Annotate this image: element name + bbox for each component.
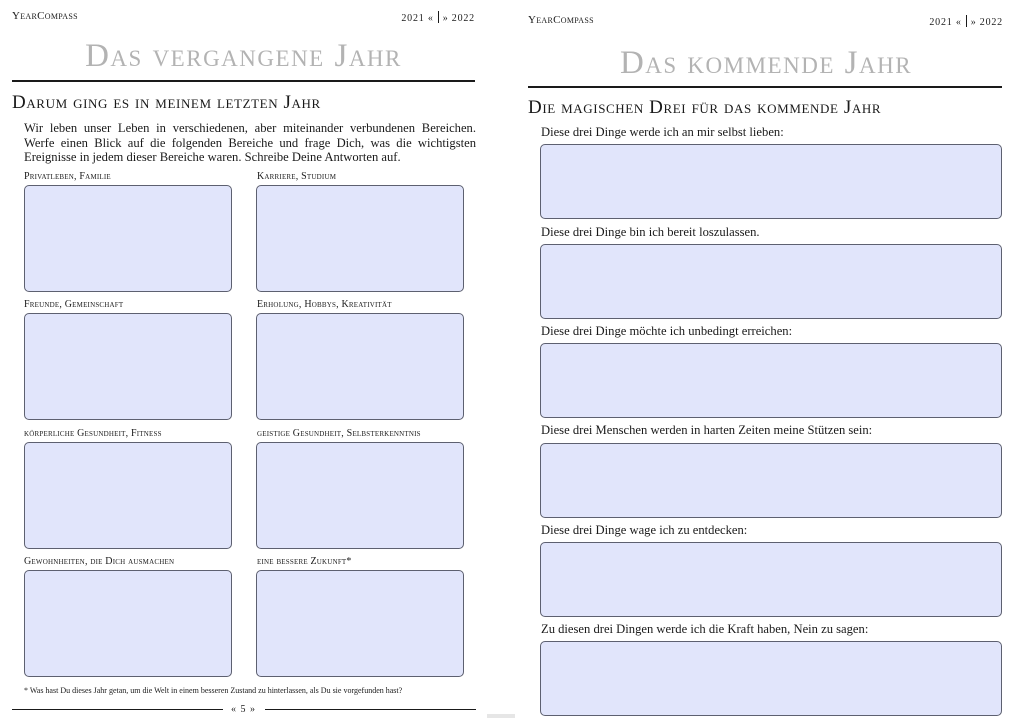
prompt-let-go: Diese drei Dinge bin ich bereit loszulassen.	[541, 225, 760, 239]
footnote: * Was hast Du dieses Jahr getan, um die Welt in einem besseren Zustand zu hinterlassen, als Du sie vorgefunden hast?	[24, 686, 403, 695]
intro-text: Wir leben unser Leben in verschiedenen, aber miteinander verbundenen Bereichen. Werfe einen Blick auf die folgenden Bereiche und frage Dich, was die wichtigsten Ereignisse in jedem dieser Bereiche waren. Schreibe Deine Antworten auf.	[24, 121, 476, 164]
brand-logo-text: YearCompass	[528, 14, 594, 26]
category-label-hobbies: Erholung, Hobbys, Kreativität	[257, 299, 392, 310]
answer-box-discover[interactable]	[540, 542, 1002, 617]
answer-box-say-no[interactable]	[540, 641, 1002, 716]
page-number: « 5 »	[231, 704, 256, 715]
left-page	[0, 0, 487, 718]
prompt-say-no: Zu diesen drei Dingen werde ich die Kraft haben, Nein zu sagen:	[541, 622, 869, 636]
category-label-family: Privatleben, Familie	[24, 171, 111, 182]
answer-box-mental-health[interactable]	[256, 442, 464, 549]
footer-rule-left	[12, 709, 223, 710]
year-range	[929, 15, 1003, 28]
category-label-mental-health: geistige Gesundheit, Selbsterkenntnis	[257, 428, 421, 439]
answer-box-habits[interactable]	[24, 570, 232, 677]
category-label-physical-health: körperliche Gesundheit, Fitness	[24, 428, 162, 439]
answer-box-career[interactable]	[256, 185, 464, 292]
page-title: Das kommende Jahr	[619, 45, 913, 81]
category-label-friends: Freunde, Gemeinschaft	[24, 299, 124, 310]
title-rule	[528, 86, 1002, 88]
prompt-discover: Diese drei Dinge wage ich zu entdecken:	[541, 523, 748, 537]
answer-box-love-myself[interactable]	[540, 144, 1002, 219]
brand-logo-text: YearCompass	[12, 10, 78, 22]
category-label-habits: Gewohnheiten, die Dich ausmachen	[24, 556, 175, 567]
prompt-achieve: Diese drei Dinge möchte ich unbedingt erreichen:	[541, 324, 793, 338]
answer-box-better-future[interactable]	[256, 570, 464, 677]
gutter-bar	[487, 714, 515, 718]
page-gutter	[487, 0, 515, 718]
answer-box-family[interactable]	[24, 185, 232, 292]
page-title: Das vergangene Jahr	[85, 38, 402, 74]
prompt-supporters: Diese drei Menschen werden in harten Zeiten meine Stützen sein:	[541, 423, 873, 437]
answer-box-friends[interactable]	[24, 313, 232, 420]
year-to: » 2022	[442, 13, 475, 24]
year-from: 2021 «	[401, 13, 434, 24]
category-label-better-future: eine bessere Zukunft*	[257, 556, 352, 567]
year-divider	[438, 11, 439, 23]
year-divider	[966, 15, 967, 27]
year-from: 2021 «	[929, 17, 962, 28]
year-range	[401, 11, 475, 24]
section-heading: Darum ging es in meinem letzten Jahr	[12, 92, 321, 113]
year-to: » 2022	[970, 17, 1003, 28]
answer-box-let-go[interactable]	[540, 244, 1002, 319]
answer-box-hobbies[interactable]	[256, 313, 464, 420]
footer-rule-right	[265, 709, 476, 710]
category-label-career: Karriere, Studium	[257, 171, 337, 182]
right-page	[515, 0, 1023, 718]
prompt-love-myself: Diese drei Dinge werde ich an mir selbst lieben:	[541, 125, 784, 139]
answer-box-physical-health[interactable]	[24, 442, 232, 549]
title-rule	[12, 80, 475, 82]
answer-box-achieve[interactable]	[540, 343, 1002, 418]
answer-box-supporters[interactable]	[540, 443, 1002, 518]
section-heading: Die magischen Drei für das kommende Jahr	[528, 97, 882, 118]
